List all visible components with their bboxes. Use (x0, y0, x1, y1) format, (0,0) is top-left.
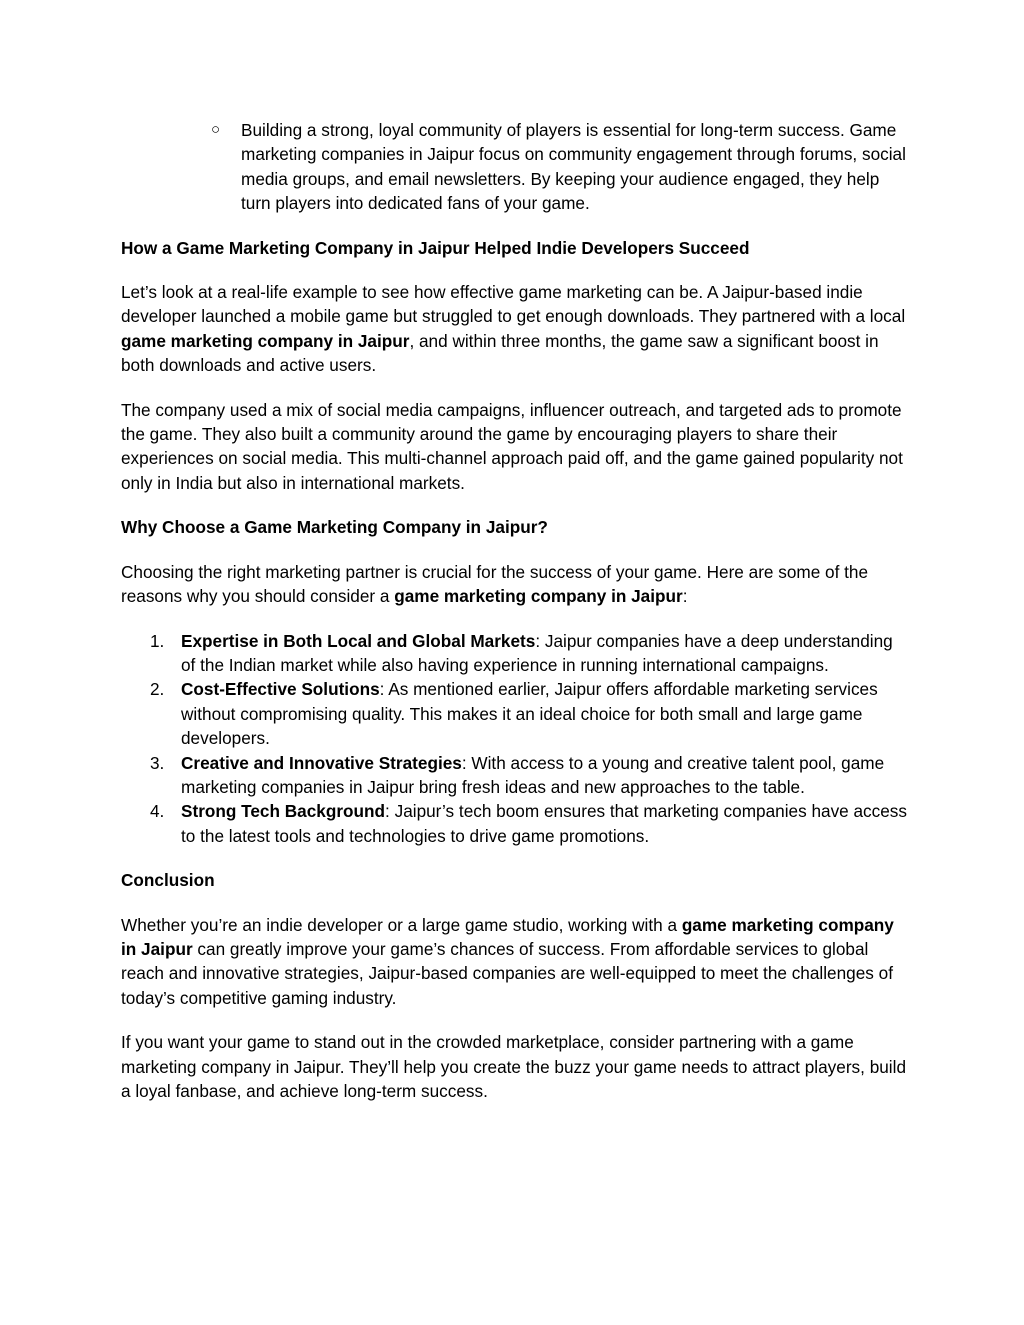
text-span: : (682, 586, 688, 607)
item-title: Creative and Innovative Strategies (181, 752, 462, 773)
text-span: Whether you’re an indie developer or a large game studio, working with a (121, 914, 682, 935)
list-item (121, 118, 911, 216)
item-text: : Jaipur’s tech boom ensures that marketing companies have access to the latest tools and technologies to drive game promotions. (181, 801, 907, 846)
case-study-paragraph-2: The company used a mix of social media campaigns, influencer outreach, and targeted ads to promote the game. They also built a community around the game by encouraging players to share their experiences on social media. This multi-channel approach paid off, and the game gained popularity not only in India but also in international markets. (121, 399, 903, 493)
document-page (121, 118, 911, 1123)
item-title: Cost-Effective Solutions (181, 679, 380, 700)
why-choose-intro (121, 560, 911, 609)
text-span: can greatly improve your game’s chances of success. From affordable services to global reach and innovative strategies, Jaipur-based companies are well-equipped to meet the challenges of today’s competitive gaming industry. (121, 938, 893, 1008)
text-span: Choosing the right marketing partner is crucial for the success of your game. Here are some of the reasons why you should consider a (121, 561, 869, 607)
conclusion-heading: Conclusion (121, 870, 215, 891)
item-text: : With access to a young and creative talent pool, game marketing companies in Jaipur bring fresh ideas and new approaches to the table. (181, 752, 885, 797)
list-item (121, 677, 911, 750)
list-number: 1. (150, 630, 165, 651)
list-item (121, 751, 911, 800)
intro-bullet-list (121, 118, 911, 216)
bullet-text: Building a strong, loyal community of players is essential for long-term success. Game marketing companies in Jaipur focus on community engagement through forums, social media groups, and email newsletters. By keeping your audience engaged, they help turn players into dedicated fans of your game. (241, 120, 906, 214)
item-text: : As mentioned earlier, Jaipur offers affordable marketing services without compromising quality. This makes it an ideal choice for both small and large game developers. (181, 679, 878, 749)
list-number: 2. (150, 679, 165, 700)
item-title: Expertise in Both Local and Global Markets (181, 630, 536, 651)
list-item (121, 629, 911, 678)
conclusion-paragraph-1 (121, 913, 911, 1011)
bold-keyword: game marketing company in Jaipur (121, 330, 410, 351)
list-number: 4. (150, 801, 165, 822)
bold-keyword: game marketing company in Jaipur (121, 914, 894, 959)
hollow-circle-bullet-icon: ○ (211, 121, 221, 138)
item-title: Strong Tech Background (181, 801, 386, 822)
reasons-list (121, 629, 911, 849)
case-study-paragraph-1 (121, 280, 911, 378)
item-text: : Jaipur companies have a deep understanding of the Indian market while also having experience in running international campaigns. (181, 630, 893, 675)
list-number: 3. (150, 752, 165, 773)
case-study-heading: How a Game Marketing Company in Jaipur Helped Indie Developers Succeed (121, 237, 750, 258)
list-item (121, 799, 911, 848)
conclusion-paragraph-2: If you want your game to stand out in the crowded marketplace, consider partnering with a game marketing company in Jaipur. They’ll help you create the buzz your game needs to attract players, build a loyal fanbase, and achieve long-term success. (121, 1032, 907, 1101)
why-choose-heading: Why Choose a Game Marketing Company in Jaipur? (121, 517, 548, 538)
text-span: Let’s look at a real-life example to see how effective game marketing can be. A Jaipur-based indie developer launched a mobile game but struggled to get enough downloads. They partnered with a local (121, 282, 906, 327)
bold-keyword: game marketing company in Jaipur (394, 586, 683, 607)
text-span: , and within three months, the game saw a significant boost in both downloads and active users. (121, 330, 879, 376)
